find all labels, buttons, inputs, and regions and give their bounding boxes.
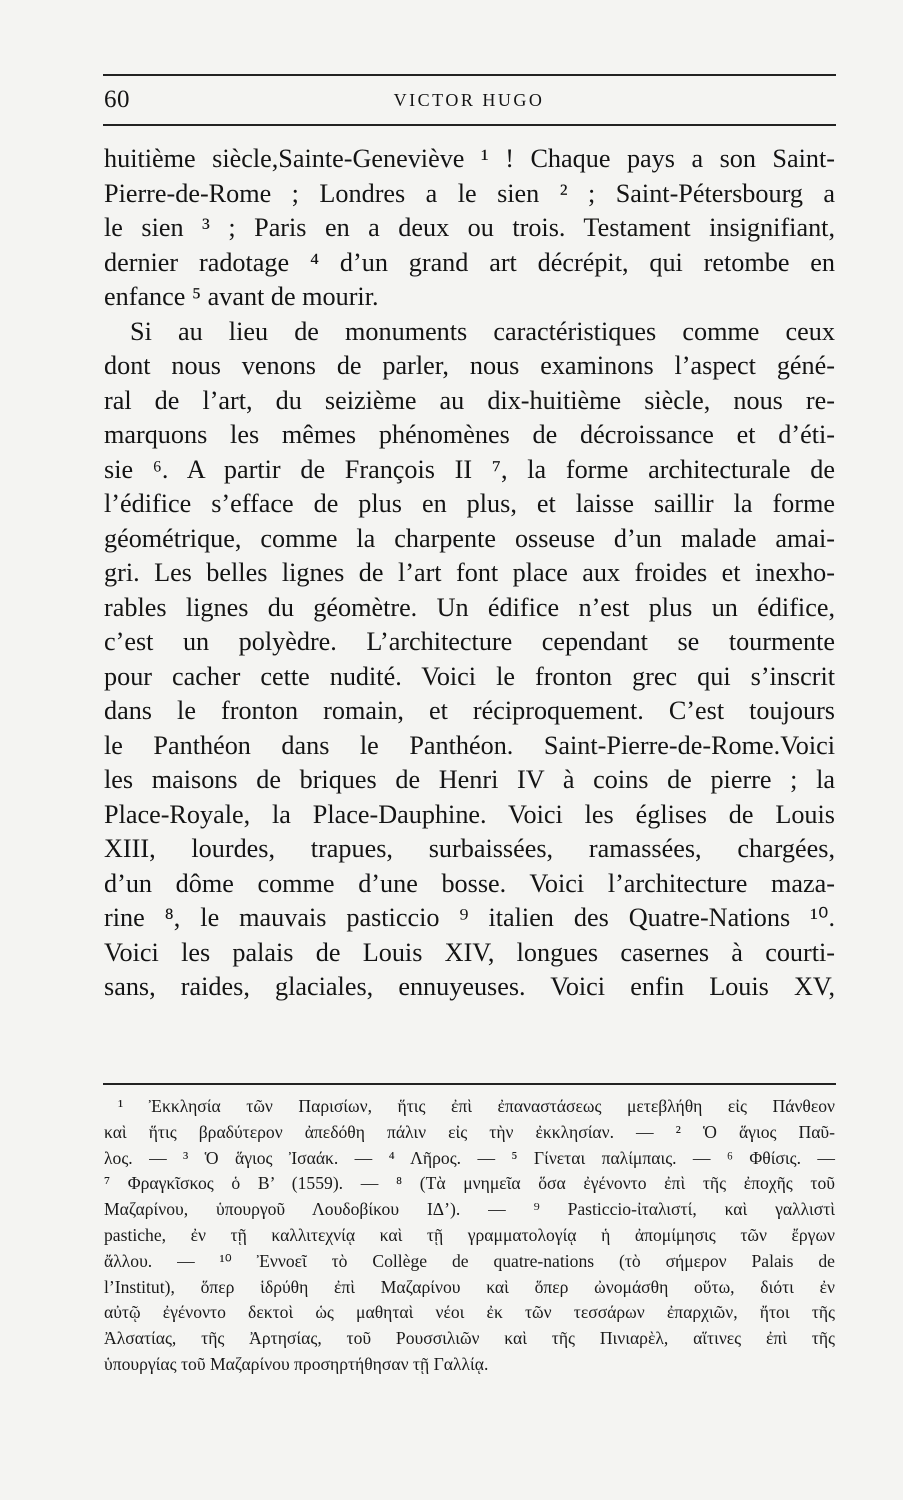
page-number: 60 [104, 86, 130, 113]
footnote-line: l’Institut), ὅπερ ἱδρύθη ἐπὶ Μαζαρίνου καὶ ὅπερ ὠνομάσθη οὕτω, διότι ἐν [104, 1276, 835, 1297]
text-line: dernier radotage ⁴ d’un grand art décrépit, qui retombe en [104, 247, 835, 277]
footnote-rule [103, 1083, 836, 1085]
top-rule [103, 74, 836, 76]
text-line: le sien ³ ; Paris en a deux ou trois. Testament insignifiant, [104, 213, 835, 242]
text-line: d’un dôme comme d’une bosse. Voici l’architecture maza- [104, 868, 835, 898]
text-line: Si au lieu de monuments caractéristiques comme ceux [130, 316, 835, 346]
text-line: sans, raides, glaciales, ennuyeuses. Voici enfin Louis XV, [104, 972, 835, 1001]
footnote-line: ἄλλου. — ¹⁰ Ἐννοεῖ τὸ Collège de quatre-nations (τὸ σήμερον Palais de [104, 1250, 835, 1271]
footnote-line: αὐτῷ ἐγένοντο δεκτοὶ ὡς μαθηταὶ νέοι ἐκ τῶν τεσσάρων ἐπαρχιῶν, ἤτοι τῆς [104, 1302, 835, 1323]
text-line: l’édifice s’efface de plus en plus, et laisse saillir la forme [104, 489, 835, 518]
text-line: les maisons de briques de Henri IV à coins de pierre ; la [104, 765, 835, 794]
text-line: XIII, lourdes, trapues, surbaissées, ramassées, chargées, [104, 834, 835, 863]
text-line: Pierre-de-Rome ; Londres a le sien ² ; Saint-Pétersbourg a [104, 178, 835, 208]
text-line: géométrique, comme la charpente osseuse d’un malade amai- [104, 523, 835, 553]
text-line: Voici les palais de Louis XIV, longues casernes à courti- [104, 937, 835, 967]
footnote-line: ⁷ Φραγκῖσκος ὁ Β’ (1559). — ⁸ (Τὰ μνημεῖα ὅσα ἐγένοντο ἐπὶ τῆς ἐποχῆς τοῦ [104, 1173, 835, 1194]
text-line: le Panthéon dans le Panthéon. Saint-Pierre-de-Rome.Voici [104, 730, 835, 760]
text-line: rables lignes du géomètre. Un édifice n’est plus un édifice, [104, 592, 835, 622]
text-line: Place-Royale, la Place-Dauphine. Voici les églises de Louis [104, 799, 835, 829]
header-rule [103, 124, 836, 126]
text-line: enfance ⁵ avant de mourir. [104, 282, 379, 311]
text-line: gri. Les belles lignes de l’art font place aux froides et inexho- [104, 558, 835, 587]
text-line: c’est un polyèdre. L’architecture cependant se tourmente [104, 627, 835, 656]
paragraph-1 [104, 142, 835, 315]
main-text [104, 142, 835, 1005]
running-head: VICTOR HUGO [393, 90, 545, 110]
footnotes [104, 1094, 835, 1378]
footnote-line: pastiche, ἐν τῇ καλλιτεχνίᾳ καὶ τῇ γραμματολογίᾳ ἡ ἀπομίμησις τῶν ἔργων [104, 1224, 835, 1245]
text-line: sie ⁶. A partir de François II ⁷, la forme architecturale de [104, 454, 835, 484]
footnote-line: λος. — ³ Ὁ ἅγιος Ἰσαάκ. — ⁴ Λῆρος. — ⁵ Γίνεται παλίμπαις. — ⁶ Φθίσις. — [104, 1147, 835, 1168]
paragraph-2 [104, 315, 835, 1005]
text-line: dans le fronton romain, et réciproquement. C’est toujours [104, 696, 835, 725]
footnote-line: καὶ ἥτις βραδύτερον ἀπεδόθη πάλιν εἰς τὴν ἐκκλησίαν. — ² Ὁ ἅγιος Παῦ- [104, 1121, 835, 1142]
footnote-line: ὑπουργίας τοῦ Μαζαρίνου προσηρτήθησαν τῇ Γαλλίᾳ. [104, 1353, 489, 1374]
footnote-line: ¹ Ἐκκλησία τῶν Παρισίων, ἥτις ἐπὶ ἐπαναστάσεως μετεβλήθη εἰς Πάνθεον [118, 1096, 835, 1116]
text-line: ral de l’art, du seizième au dix-huitième siècle, nous re- [104, 385, 835, 415]
text-line: dont nous venons de parler, nous examinons l’aspect géné- [104, 351, 835, 380]
text-line: huitième siècle,Sainte-Geneviève ¹ ! Chaque pays a son Saint- [104, 144, 835, 173]
footnote-line: Μαζαρίνου, ὑπουργοῦ Λουδοβίκου ΙΔ’). — ⁹ Pasticcio-ἰταλιστί, καὶ γαλλιστὶ [104, 1199, 835, 1220]
page-header [104, 80, 834, 120]
text-line: marquons les mêmes phénomènes de décroissance et d’éti- [104, 420, 835, 449]
text-line: pour cacher cette nudité. Voici le fronton grec qui s’inscrit [104, 661, 835, 691]
text-line: rine ⁸, le mauvais pasticcio ⁹ italien des Quatre-Nations ¹⁰. [104, 903, 835, 932]
footnote-line: Ἀλσατίας, τῆς Ἀρτησίας, τοῦ Ρουσσιλιῶν καὶ τῆς Πινιαρὲλ, αἵτινες ἐπὶ τῆς [104, 1328, 835, 1349]
